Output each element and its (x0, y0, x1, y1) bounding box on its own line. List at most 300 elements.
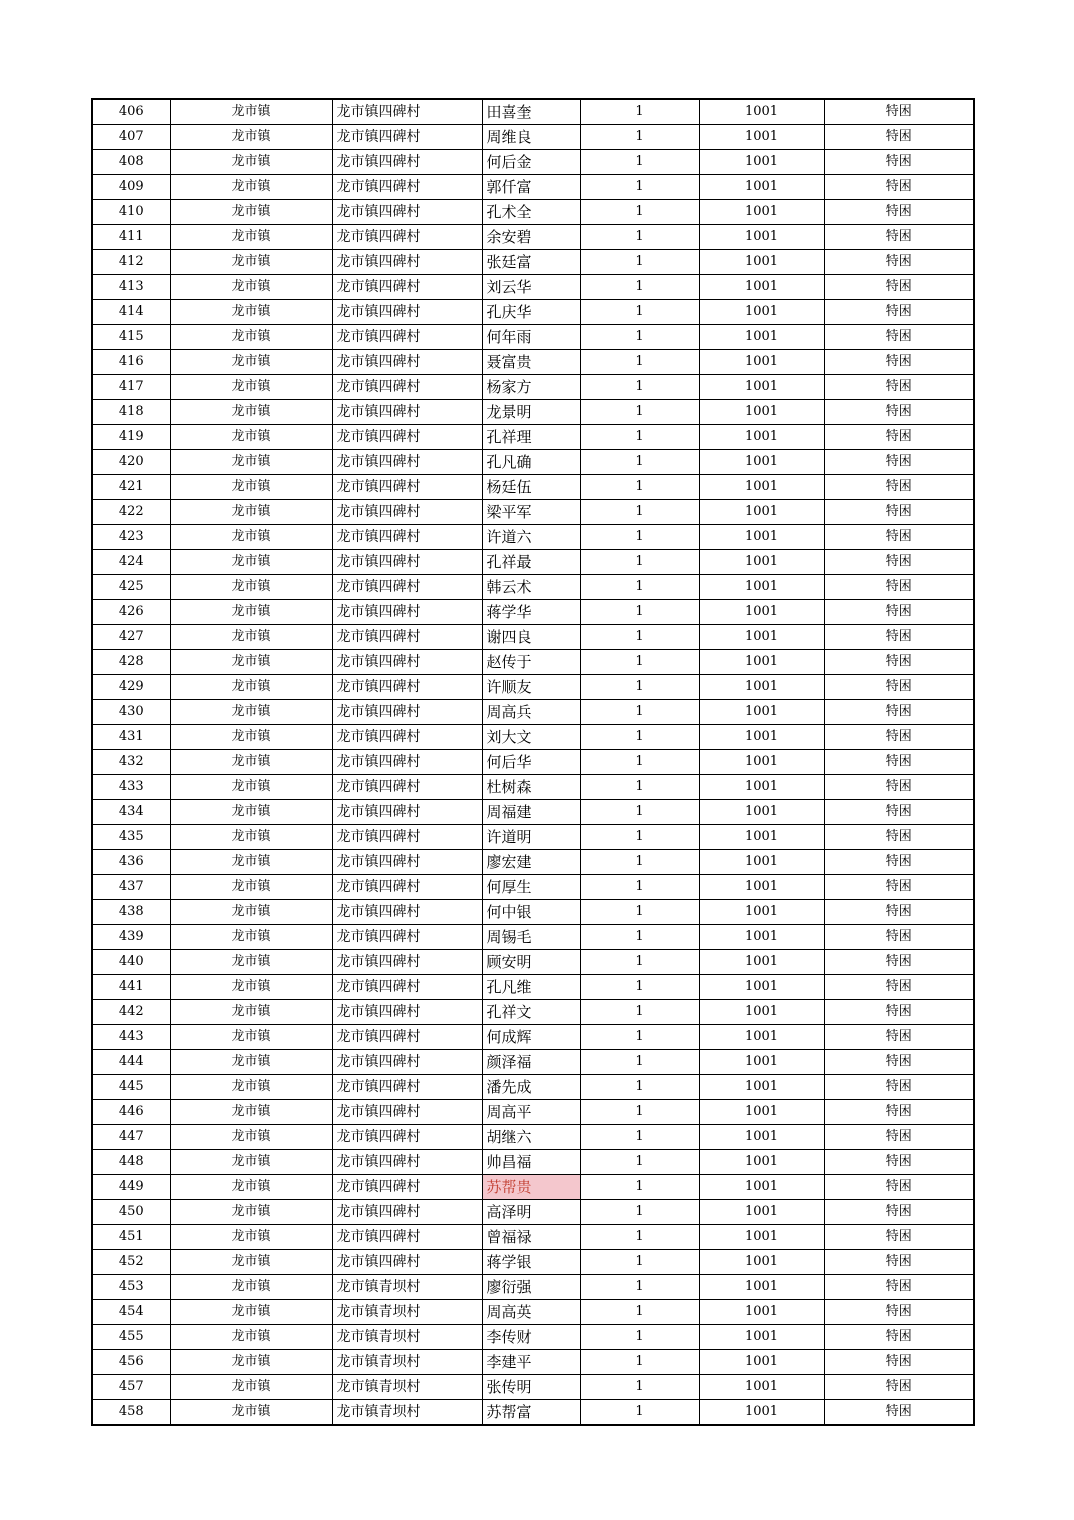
code-cell[interactable]: 1001 (699, 275, 824, 300)
name-cell[interactable]: 聂富贵 (482, 350, 580, 375)
count-cell[interactable]: 1 (580, 900, 699, 925)
town-cell[interactable]: 龙市镇 (170, 500, 332, 525)
town-cell[interactable]: 龙市镇 (170, 325, 332, 350)
row-number-cell[interactable]: 448 (92, 1150, 170, 1175)
code-cell[interactable]: 1001 (699, 1025, 824, 1050)
town-cell[interactable]: 龙市镇 (170, 375, 332, 400)
row-number-cell[interactable]: 425 (92, 575, 170, 600)
code-cell[interactable]: 1001 (699, 825, 824, 850)
code-cell[interactable]: 1001 (699, 400, 824, 425)
count-cell[interactable]: 1 (580, 200, 699, 225)
count-cell[interactable]: 1 (580, 275, 699, 300)
town-cell[interactable]: 龙市镇 (170, 350, 332, 375)
village-cell[interactable]: 龙市镇四碑村 (332, 525, 482, 550)
code-cell[interactable]: 1001 (699, 750, 824, 775)
town-cell[interactable]: 龙市镇 (170, 825, 332, 850)
code-cell[interactable]: 1001 (699, 900, 824, 925)
name-cell[interactable]: 何中银 (482, 900, 580, 925)
row-number-cell[interactable]: 449 (92, 1175, 170, 1200)
count-cell[interactable]: 1 (580, 875, 699, 900)
name-cell[interactable]: 刘云华 (482, 275, 580, 300)
village-cell[interactable]: 龙市镇四碑村 (332, 775, 482, 800)
type-cell[interactable]: 特困 (824, 625, 974, 650)
count-cell[interactable]: 1 (580, 250, 699, 275)
name-cell[interactable]: 许顺友 (482, 675, 580, 700)
name-cell[interactable]: 李建平 (482, 1350, 580, 1375)
town-cell[interactable]: 龙市镇 (170, 1375, 332, 1400)
type-cell[interactable]: 特困 (824, 1325, 974, 1350)
village-cell[interactable]: 龙市镇青坝村 (332, 1325, 482, 1350)
type-cell[interactable]: 特困 (824, 400, 974, 425)
town-cell[interactable]: 龙市镇 (170, 550, 332, 575)
type-cell[interactable]: 特困 (824, 99, 974, 125)
village-cell[interactable]: 龙市镇四碑村 (332, 1225, 482, 1250)
type-cell[interactable]: 特困 (824, 950, 974, 975)
type-cell[interactable]: 特困 (824, 275, 974, 300)
row-number-cell[interactable]: 436 (92, 850, 170, 875)
row-number-cell[interactable]: 416 (92, 350, 170, 375)
row-number-cell[interactable]: 452 (92, 1250, 170, 1275)
type-cell[interactable]: 特困 (824, 350, 974, 375)
type-cell[interactable]: 特困 (824, 1025, 974, 1050)
town-cell[interactable]: 龙市镇 (170, 575, 332, 600)
code-cell[interactable]: 1001 (699, 1075, 824, 1100)
village-cell[interactable]: 龙市镇四碑村 (332, 725, 482, 750)
code-cell[interactable]: 1001 (699, 125, 824, 150)
name-cell[interactable]: 何后华 (482, 750, 580, 775)
row-number-cell[interactable]: 455 (92, 1325, 170, 1350)
type-cell[interactable]: 特困 (824, 1400, 974, 1426)
type-cell[interactable]: 特困 (824, 750, 974, 775)
row-number-cell[interactable]: 450 (92, 1200, 170, 1225)
count-cell[interactable]: 1 (580, 550, 699, 575)
town-cell[interactable]: 龙市镇 (170, 475, 332, 500)
code-cell[interactable]: 1001 (699, 300, 824, 325)
count-cell[interactable]: 1 (580, 1375, 699, 1400)
code-cell[interactable]: 1001 (699, 525, 824, 550)
village-cell[interactable]: 龙市镇四碑村 (332, 1025, 482, 1050)
town-cell[interactable]: 龙市镇 (170, 1350, 332, 1375)
village-cell[interactable]: 龙市镇四碑村 (332, 1100, 482, 1125)
type-cell[interactable]: 特困 (824, 925, 974, 950)
count-cell[interactable]: 1 (580, 575, 699, 600)
village-cell[interactable]: 龙市镇四碑村 (332, 225, 482, 250)
village-cell[interactable]: 龙市镇四碑村 (332, 350, 482, 375)
count-cell[interactable]: 1 (580, 700, 699, 725)
name-cell[interactable]: 孔庆华 (482, 300, 580, 325)
name-cell[interactable]: 张传明 (482, 1375, 580, 1400)
type-cell[interactable]: 特困 (824, 1150, 974, 1175)
village-cell[interactable]: 龙市镇四碑村 (332, 1075, 482, 1100)
type-cell[interactable]: 特困 (824, 200, 974, 225)
type-cell[interactable]: 特困 (824, 725, 974, 750)
town-cell[interactable]: 龙市镇 (170, 1300, 332, 1325)
town-cell[interactable]: 龙市镇 (170, 1150, 332, 1175)
town-cell[interactable]: 龙市镇 (170, 725, 332, 750)
count-cell[interactable]: 1 (580, 1275, 699, 1300)
village-cell[interactable]: 龙市镇四碑村 (332, 1200, 482, 1225)
village-cell[interactable]: 龙市镇四碑村 (332, 600, 482, 625)
code-cell[interactable]: 1001 (699, 550, 824, 575)
name-cell[interactable]: 杜树森 (482, 775, 580, 800)
name-cell[interactable]: 许道明 (482, 825, 580, 850)
town-cell[interactable]: 龙市镇 (170, 1025, 332, 1050)
name-cell[interactable]: 周高平 (482, 1100, 580, 1125)
town-cell[interactable]: 龙市镇 (170, 950, 332, 975)
row-number-cell[interactable]: 428 (92, 650, 170, 675)
count-cell[interactable]: 1 (580, 1000, 699, 1025)
type-cell[interactable]: 特困 (824, 250, 974, 275)
village-cell[interactable]: 龙市镇四碑村 (332, 300, 482, 325)
village-cell[interactable]: 龙市镇四碑村 (332, 125, 482, 150)
count-cell[interactable]: 1 (580, 1350, 699, 1375)
name-cell[interactable]: 周福建 (482, 800, 580, 825)
type-cell[interactable]: 特困 (824, 775, 974, 800)
town-cell[interactable]: 龙市镇 (170, 1000, 332, 1025)
type-cell[interactable]: 特困 (824, 125, 974, 150)
town-cell[interactable]: 龙市镇 (170, 800, 332, 825)
village-cell[interactable]: 龙市镇青坝村 (332, 1300, 482, 1325)
count-cell[interactable]: 1 (580, 1400, 699, 1426)
row-number-cell[interactable]: 418 (92, 400, 170, 425)
code-cell[interactable]: 1001 (699, 350, 824, 375)
name-cell[interactable]: 周高英 (482, 1300, 580, 1325)
town-cell[interactable]: 龙市镇 (170, 600, 332, 625)
name-cell[interactable]: 龙景明 (482, 400, 580, 425)
name-cell[interactable]: 谢四良 (482, 625, 580, 650)
name-cell[interactable]: 孔祥文 (482, 1000, 580, 1025)
count-cell[interactable]: 1 (580, 975, 699, 1000)
name-cell[interactable]: 周锡毛 (482, 925, 580, 950)
count-cell[interactable]: 1 (580, 1225, 699, 1250)
type-cell[interactable]: 特困 (824, 325, 974, 350)
town-cell[interactable]: 龙市镇 (170, 875, 332, 900)
village-cell[interactable]: 龙市镇青坝村 (332, 1350, 482, 1375)
type-cell[interactable]: 特困 (824, 650, 974, 675)
count-cell[interactable]: 1 (580, 525, 699, 550)
village-cell[interactable]: 龙市镇四碑村 (332, 850, 482, 875)
village-cell[interactable]: 龙市镇四碑村 (332, 450, 482, 475)
code-cell[interactable]: 1001 (699, 99, 824, 125)
code-cell[interactable]: 1001 (699, 250, 824, 275)
code-cell[interactable]: 1001 (699, 1000, 824, 1025)
town-cell[interactable]: 龙市镇 (170, 1400, 332, 1426)
code-cell[interactable]: 1001 (699, 875, 824, 900)
village-cell[interactable]: 龙市镇四碑村 (332, 800, 482, 825)
row-number-cell[interactable]: 441 (92, 975, 170, 1000)
row-number-cell[interactable]: 422 (92, 500, 170, 525)
type-cell[interactable]: 特困 (824, 700, 974, 725)
count-cell[interactable]: 1 (580, 375, 699, 400)
name-cell[interactable]: 何后金 (482, 150, 580, 175)
type-cell[interactable]: 特困 (824, 1125, 974, 1150)
row-number-cell[interactable]: 426 (92, 600, 170, 625)
town-cell[interactable]: 龙市镇 (170, 650, 332, 675)
count-cell[interactable]: 1 (580, 800, 699, 825)
code-cell[interactable]: 1001 (699, 500, 824, 525)
type-cell[interactable]: 特困 (824, 575, 974, 600)
town-cell[interactable]: 龙市镇 (170, 900, 332, 925)
row-number-cell[interactable]: 430 (92, 700, 170, 725)
code-cell[interactable]: 1001 (699, 1275, 824, 1300)
name-cell[interactable]: 顾安明 (482, 950, 580, 975)
name-cell[interactable]: 曾福禄 (482, 1225, 580, 1250)
town-cell[interactable]: 龙市镇 (170, 1175, 332, 1200)
row-number-cell[interactable]: 442 (92, 1000, 170, 1025)
town-cell[interactable]: 龙市镇 (170, 750, 332, 775)
count-cell[interactable]: 1 (580, 925, 699, 950)
village-cell[interactable]: 龙市镇四碑村 (332, 875, 482, 900)
name-cell[interactable]: 周维良 (482, 125, 580, 150)
town-cell[interactable]: 龙市镇 (170, 450, 332, 475)
town-cell[interactable]: 龙市镇 (170, 150, 332, 175)
code-cell[interactable]: 1001 (699, 1125, 824, 1150)
village-cell[interactable]: 龙市镇四碑村 (332, 825, 482, 850)
town-cell[interactable]: 龙市镇 (170, 1275, 332, 1300)
row-number-cell[interactable]: 433 (92, 775, 170, 800)
row-number-cell[interactable]: 444 (92, 1050, 170, 1075)
type-cell[interactable]: 特困 (824, 1200, 974, 1225)
type-cell[interactable]: 特困 (824, 800, 974, 825)
row-number-cell[interactable]: 451 (92, 1225, 170, 1250)
type-cell[interactable]: 特困 (824, 1075, 974, 1100)
type-cell[interactable]: 特困 (824, 150, 974, 175)
town-cell[interactable]: 龙市镇 (170, 125, 332, 150)
village-cell[interactable]: 龙市镇四碑村 (332, 750, 482, 775)
village-cell[interactable]: 龙市镇四碑村 (332, 375, 482, 400)
count-cell[interactable]: 1 (580, 675, 699, 700)
village-cell[interactable]: 龙市镇四碑村 (332, 700, 482, 725)
town-cell[interactable]: 龙市镇 (170, 1250, 332, 1275)
type-cell[interactable]: 特困 (824, 900, 974, 925)
row-number-cell[interactable]: 445 (92, 1075, 170, 1100)
town-cell[interactable]: 龙市镇 (170, 425, 332, 450)
name-cell[interactable]: 蒋学华 (482, 600, 580, 625)
row-number-cell[interactable]: 420 (92, 450, 170, 475)
count-cell[interactable]: 1 (580, 225, 699, 250)
row-number-cell[interactable]: 458 (92, 1400, 170, 1426)
town-cell[interactable]: 龙市镇 (170, 99, 332, 125)
row-number-cell[interactable]: 424 (92, 550, 170, 575)
code-cell[interactable]: 1001 (699, 150, 824, 175)
town-cell[interactable]: 龙市镇 (170, 675, 332, 700)
village-cell[interactable]: 龙市镇四碑村 (332, 175, 482, 200)
village-cell[interactable]: 龙市镇四碑村 (332, 575, 482, 600)
code-cell[interactable]: 1001 (699, 225, 824, 250)
row-number-cell[interactable]: 423 (92, 525, 170, 550)
type-cell[interactable]: 特困 (824, 525, 974, 550)
village-cell[interactable]: 龙市镇四碑村 (332, 650, 482, 675)
count-cell[interactable]: 1 (580, 850, 699, 875)
village-cell[interactable]: 龙市镇四碑村 (332, 325, 482, 350)
village-cell[interactable]: 龙市镇四碑村 (332, 150, 482, 175)
name-cell[interactable]: 何厚生 (482, 875, 580, 900)
row-number-cell[interactable]: 447 (92, 1125, 170, 1150)
code-cell[interactable]: 1001 (699, 725, 824, 750)
name-cell[interactable]: 韩云术 (482, 575, 580, 600)
row-number-cell[interactable]: 419 (92, 425, 170, 450)
name-cell[interactable]: 何成辉 (482, 1025, 580, 1050)
type-cell[interactable]: 特困 (824, 550, 974, 575)
name-cell[interactable]: 许道六 (482, 525, 580, 550)
type-cell[interactable]: 特困 (824, 1175, 974, 1200)
village-cell[interactable]: 龙市镇四碑村 (332, 1175, 482, 1200)
village-cell[interactable]: 龙市镇四碑村 (332, 275, 482, 300)
village-cell[interactable]: 龙市镇四碑村 (332, 1050, 482, 1075)
row-number-cell[interactable]: 409 (92, 175, 170, 200)
count-cell[interactable]: 1 (580, 450, 699, 475)
village-cell[interactable]: 龙市镇四碑村 (332, 475, 482, 500)
type-cell[interactable]: 特困 (824, 300, 974, 325)
type-cell[interactable]: 特困 (824, 675, 974, 700)
count-cell[interactable]: 1 (580, 775, 699, 800)
row-number-cell[interactable]: 439 (92, 925, 170, 950)
type-cell[interactable]: 特困 (824, 1375, 974, 1400)
village-cell[interactable]: 龙市镇青坝村 (332, 1275, 482, 1300)
count-cell[interactable]: 1 (580, 825, 699, 850)
row-number-cell[interactable]: 431 (92, 725, 170, 750)
type-cell[interactable]: 特困 (824, 1275, 974, 1300)
row-number-cell[interactable]: 417 (92, 375, 170, 400)
type-cell[interactable]: 特困 (824, 1250, 974, 1275)
count-cell[interactable]: 1 (580, 625, 699, 650)
town-cell[interactable]: 龙市镇 (170, 850, 332, 875)
village-cell[interactable]: 龙市镇四碑村 (332, 400, 482, 425)
code-cell[interactable]: 1001 (699, 775, 824, 800)
name-cell[interactable]: 周高兵 (482, 700, 580, 725)
code-cell[interactable]: 1001 (699, 850, 824, 875)
village-cell[interactable]: 龙市镇四碑村 (332, 675, 482, 700)
count-cell[interactable]: 1 (580, 475, 699, 500)
code-cell[interactable]: 1001 (699, 1350, 824, 1375)
code-cell[interactable]: 1001 (699, 1225, 824, 1250)
code-cell[interactable]: 1001 (699, 800, 824, 825)
count-cell[interactable]: 1 (580, 600, 699, 625)
type-cell[interactable]: 特困 (824, 375, 974, 400)
count-cell[interactable]: 1 (580, 325, 699, 350)
town-cell[interactable]: 龙市镇 (170, 225, 332, 250)
row-number-cell[interactable]: 454 (92, 1300, 170, 1325)
code-cell[interactable]: 1001 (699, 950, 824, 975)
name-cell[interactable]: 杨家方 (482, 375, 580, 400)
town-cell[interactable]: 龙市镇 (170, 400, 332, 425)
row-number-cell[interactable]: 440 (92, 950, 170, 975)
row-number-cell[interactable]: 434 (92, 800, 170, 825)
town-cell[interactable]: 龙市镇 (170, 250, 332, 275)
code-cell[interactable]: 1001 (699, 1100, 824, 1125)
village-cell[interactable]: 龙市镇四碑村 (332, 950, 482, 975)
count-cell[interactable]: 1 (580, 350, 699, 375)
code-cell[interactable]: 1001 (699, 1325, 824, 1350)
type-cell[interactable]: 特困 (824, 975, 974, 1000)
code-cell[interactable]: 1001 (699, 1050, 824, 1075)
code-cell[interactable]: 1001 (699, 675, 824, 700)
row-number-cell[interactable]: 413 (92, 275, 170, 300)
code-cell[interactable]: 1001 (699, 925, 824, 950)
type-cell[interactable]: 特困 (824, 825, 974, 850)
code-cell[interactable]: 1001 (699, 1200, 824, 1225)
row-number-cell[interactable]: 414 (92, 300, 170, 325)
count-cell[interactable]: 1 (580, 725, 699, 750)
type-cell[interactable]: 特困 (824, 500, 974, 525)
code-cell[interactable]: 1001 (699, 625, 824, 650)
village-cell[interactable]: 龙市镇四碑村 (332, 975, 482, 1000)
village-cell[interactable]: 龙市镇青坝村 (332, 1400, 482, 1426)
name-cell[interactable]: 郭仟富 (482, 175, 580, 200)
village-cell[interactable]: 龙市镇四碑村 (332, 425, 482, 450)
village-cell[interactable]: 龙市镇四碑村 (332, 1250, 482, 1275)
type-cell[interactable]: 特困 (824, 850, 974, 875)
village-cell[interactable]: 龙市镇四碑村 (332, 625, 482, 650)
town-cell[interactable]: 龙市镇 (170, 700, 332, 725)
type-cell[interactable]: 特困 (824, 1350, 974, 1375)
code-cell[interactable]: 1001 (699, 1150, 824, 1175)
count-cell[interactable]: 1 (580, 950, 699, 975)
village-cell[interactable]: 龙市镇四碑村 (332, 200, 482, 225)
type-cell[interactable]: 特困 (824, 1000, 974, 1025)
code-cell[interactable]: 1001 (699, 1175, 824, 1200)
row-number-cell[interactable]: 437 (92, 875, 170, 900)
highlighted-name-cell[interactable]: 苏帮贵 (482, 1175, 580, 1200)
code-cell[interactable]: 1001 (699, 1400, 824, 1426)
name-cell[interactable]: 蒋学银 (482, 1250, 580, 1275)
code-cell[interactable]: 1001 (699, 700, 824, 725)
count-cell[interactable]: 1 (580, 1175, 699, 1200)
code-cell[interactable]: 1001 (699, 1250, 824, 1275)
name-cell[interactable]: 胡继六 (482, 1125, 580, 1150)
count-cell[interactable]: 1 (580, 425, 699, 450)
code-cell[interactable]: 1001 (699, 175, 824, 200)
code-cell[interactable]: 1001 (699, 650, 824, 675)
code-cell[interactable]: 1001 (699, 450, 824, 475)
name-cell[interactable]: 孔祥理 (482, 425, 580, 450)
row-number-cell[interactable]: 407 (92, 125, 170, 150)
name-cell[interactable]: 李传财 (482, 1325, 580, 1350)
name-cell[interactable]: 潘先成 (482, 1075, 580, 1100)
row-number-cell[interactable]: 421 (92, 475, 170, 500)
count-cell[interactable]: 1 (580, 1325, 699, 1350)
town-cell[interactable]: 龙市镇 (170, 625, 332, 650)
count-cell[interactable]: 1 (580, 125, 699, 150)
name-cell[interactable]: 张廷富 (482, 250, 580, 275)
name-cell[interactable]: 孔凡确 (482, 450, 580, 475)
town-cell[interactable]: 龙市镇 (170, 300, 332, 325)
count-cell[interactable]: 1 (580, 1250, 699, 1275)
count-cell[interactable]: 1 (580, 99, 699, 125)
name-cell[interactable]: 颜泽福 (482, 1050, 580, 1075)
row-number-cell[interactable]: 438 (92, 900, 170, 925)
name-cell[interactable]: 田喜奎 (482, 99, 580, 125)
town-cell[interactable]: 龙市镇 (170, 1200, 332, 1225)
count-cell[interactable]: 1 (580, 175, 699, 200)
type-cell[interactable]: 特困 (824, 475, 974, 500)
name-cell[interactable]: 廖衍强 (482, 1275, 580, 1300)
type-cell[interactable]: 特困 (824, 425, 974, 450)
count-cell[interactable]: 1 (580, 1150, 699, 1175)
village-cell[interactable]: 龙市镇青坝村 (332, 1375, 482, 1400)
type-cell[interactable]: 特困 (824, 1300, 974, 1325)
town-cell[interactable]: 龙市镇 (170, 1075, 332, 1100)
town-cell[interactable]: 龙市镇 (170, 1050, 332, 1075)
count-cell[interactable]: 1 (580, 1050, 699, 1075)
name-cell[interactable]: 孔凡维 (482, 975, 580, 1000)
row-number-cell[interactable]: 411 (92, 225, 170, 250)
name-cell[interactable]: 赵传于 (482, 650, 580, 675)
row-number-cell[interactable]: 406 (92, 99, 170, 125)
count-cell[interactable]: 1 (580, 400, 699, 425)
count-cell[interactable]: 1 (580, 1075, 699, 1100)
row-number-cell[interactable]: 432 (92, 750, 170, 775)
